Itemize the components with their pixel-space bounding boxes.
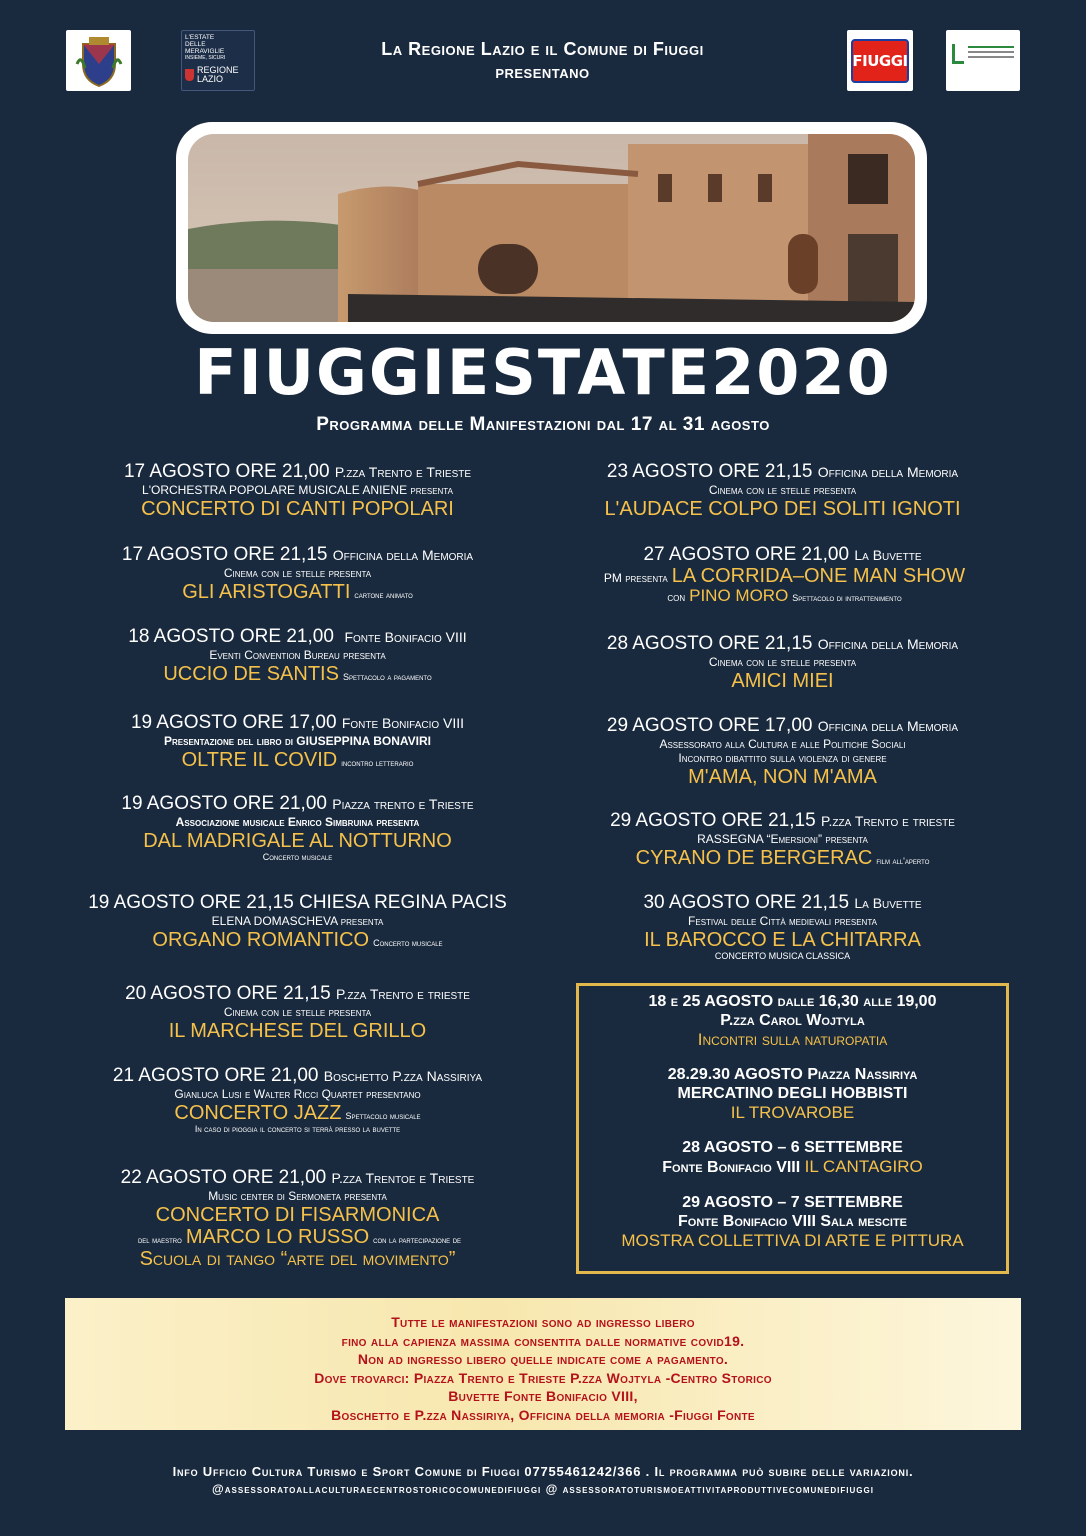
event-note: Concerto musicale: [373, 938, 443, 948]
info-line: Dove trovarci: Piazza Trento e Trieste P.zza Wojtyla -Centro Storico: [314, 1369, 772, 1386]
event-note: film all'aperto: [876, 856, 930, 866]
event-date: 19 AGOSTO ORE 21,15 CHIESA REGINA PACIS: [88, 892, 507, 913]
event-presenter: Eventi Convention Bureau presenta: [209, 648, 386, 662]
info-line: Boschetto e P.zza Nassiriya, Officina della memoria -Fiuggi Fonte: [331, 1406, 755, 1423]
page-title: FIUGGIESTATE2020: [194, 336, 892, 409]
event-place: Fonte Bonifacio VIII: [341, 715, 465, 731]
event-school: Scuola di tango “arte del movimento”: [139, 1248, 456, 1270]
event-note: Spettacolo a pagamento: [342, 672, 432, 682]
event-presenter: ELENA DOMASCHEVA presenta: [211, 914, 384, 928]
event-date: 30 AGOSTO ORE 21,15: [643, 892, 850, 913]
event-presenter: Cinema con le stelle presenta: [708, 655, 857, 669]
event-presenter: Cinema con le stelle presenta: [708, 483, 857, 497]
event-title: UCCIO DE SANTIS: [163, 663, 339, 685]
event-card: [555, 462, 1010, 519]
estate-meraviglie-logo: [181, 30, 255, 91]
event-card: [40, 462, 555, 519]
event-title: CONCERTO DI FISARMONICA: [155, 1204, 440, 1226]
highlight-place: P.zza Carol Wojtyla: [720, 1012, 865, 1029]
event-presenter: Associazione musicale Enrico Simbruina presenta: [175, 815, 420, 829]
event-presenter: Incontro dibattito sulla violenza di genere: [678, 751, 887, 765]
event-place: Piazza trento e Trieste: [332, 796, 474, 812]
page-subtitle: Programma delle Manifestazioni dal 17 al 31 agosto: [316, 414, 770, 435]
event-place: Officina della Memoria: [817, 464, 959, 480]
event-place: Fonte Bonifacio VIII: [344, 629, 467, 645]
highlight-place: MERCATINO DEGLI HOBBISTI: [677, 1085, 908, 1102]
event-presenter: Music center di Sermoneta presenta: [208, 1189, 387, 1203]
event-card: [40, 794, 555, 862]
event-date: 19 AGOSTO ORE 17,00: [130, 712, 337, 733]
event-note: Spettacolo musicale: [345, 1111, 421, 1121]
event-date: 17 AGOSTO ORE 21,00: [123, 461, 330, 482]
event-note: cartone animato: [354, 590, 413, 600]
highlight-date: 29 AGOSTO – 7 SETTEMBRE: [682, 1194, 903, 1211]
event-date: 18 AGOSTO ORE 21,00: [128, 626, 334, 647]
maestro-suffix: con la partecipazione de: [373, 1235, 462, 1245]
info-box: [65, 1298, 1021, 1430]
event-extra: Concerto musicale: [262, 852, 333, 862]
estate-logo-text: L'ESTATE: [185, 34, 215, 41]
event-card: [40, 1168, 555, 1269]
event-title: M'AMA, NON M'AMA: [688, 766, 877, 788]
event-performer: PINO MORO: [689, 586, 789, 605]
footer-info: Info Ufficio Cultura Turismo e Sport Comune di Fiuggi 07755461242/366 . Il programma può subire delle variazioni.: [172, 1464, 914, 1479]
event-extra: In caso di pioggia il concerto si terrà presso la buvette: [194, 1124, 401, 1134]
highlight-item: [579, 1193, 1006, 1250]
header-line: La Regione Lazio e il Comune di Fiuggi: [381, 39, 704, 59]
event-note: incontro letterario: [341, 758, 414, 768]
event-date: 17 AGOSTO ORE 21,15: [121, 544, 328, 565]
highlight-title: IL TROVAROBE: [730, 1103, 855, 1122]
event-date: 22 AGOSTO ORE 21,00: [120, 1167, 327, 1188]
highlight-place: Fonte Bonifacio VIII Sala mescite: [677, 1213, 907, 1230]
event-presenter: RASSEGNA “Emersioni” presenta: [697, 832, 868, 846]
event-place: La Buvette: [854, 547, 922, 563]
event-title: IL MARCHESE DEL GRILLO: [168, 1020, 427, 1042]
event-presenter: Assessorato alla Cultura e alle Politiche Sociali: [659, 737, 906, 751]
event-place: Officina della Memoria: [332, 547, 474, 563]
fiuggi-brand-logo: [847, 30, 913, 91]
event-card: [40, 1066, 555, 1134]
event-date: 19 AGOSTO ORE 21,00: [121, 793, 327, 814]
fiuggi-logo-text: FIUGGI: [852, 51, 908, 70]
university-logo: [946, 30, 1020, 91]
event-title: CONCERTO DI CANTI POPOLARI: [141, 498, 454, 520]
event-place: Boschetto P.zza Nassiriya: [323, 1068, 483, 1084]
event-place: Officina della Memoria: [817, 636, 959, 652]
event-date: 20 AGOSTO ORE 21,15: [125, 983, 331, 1004]
event-card: [40, 893, 555, 950]
event-extra: CONCERTO MUSICA CLASSICA: [714, 951, 851, 961]
event-place: Officina della Memoria: [817, 718, 959, 734]
event-card: [40, 984, 555, 1041]
event-presenter: PM presenta: [603, 571, 668, 585]
event-card: [555, 716, 1010, 787]
event-title: IL BAROCCO E LA CHITARRA: [644, 929, 921, 951]
event-presenter: L'ORCHESTRA POPOLARE MUSICALE ANIENE presenta: [142, 483, 453, 497]
comune-crest-logo: [66, 30, 131, 91]
event-title: LA CORRIDA–ONE MAN SHOW: [671, 565, 966, 587]
event-place: P.zza Trentoe e Trieste: [331, 1170, 475, 1186]
header-presenters: [270, 38, 815, 84]
event-presenter: Festival delle Città medievali presenta: [688, 914, 877, 928]
header-line: presentano: [495, 62, 590, 82]
highlight-title: IL CANTAGIRO: [804, 1157, 923, 1176]
info-line: Tutte le manifestazioni sono ad ingresso libero: [391, 1314, 695, 1330]
event-title: ORGANO ROMANTICO: [152, 929, 370, 951]
highlight-title: Incontri sulla naturopatia: [697, 1030, 888, 1049]
event-card: [40, 627, 555, 684]
event-card: [555, 634, 1010, 691]
event-title: GLI ARISTOGATTI: [182, 581, 351, 603]
highlight-date: 28 AGOSTO – 6 SETTEMBRE: [682, 1139, 903, 1156]
event-place: P.zza Trento e trieste: [335, 986, 470, 1002]
event-card: [40, 545, 555, 602]
university-mark-icon: [952, 44, 964, 64]
maestro-prefix: del maestro: [137, 1235, 182, 1245]
event-title: OLTRE IL COVID: [181, 749, 338, 771]
region-logo-text: LAZIO: [197, 74, 224, 84]
event-title: CYRANO DE BERGERAC: [635, 847, 873, 869]
estate-logo-text: DELLE: [185, 41, 206, 48]
highlight-item: [579, 992, 1006, 1049]
event-title: AMICI MIEI: [731, 670, 834, 692]
event-card: [555, 893, 1010, 961]
region-logo-text: REGIONE: [197, 65, 239, 75]
estate-logo-text: INSIEME, SICURI: [185, 55, 226, 61]
region-shield-icon: [185, 69, 194, 81]
highlight-events-box: [576, 983, 1009, 1274]
event-presenter: Cinema con le stelle presenta: [223, 566, 372, 580]
highlight-place: Fonte Bonifacio VIII: [662, 1159, 801, 1176]
event-place: P.zza Trento e trieste: [820, 813, 955, 829]
event-with-prefix: con: [667, 590, 686, 604]
town-photo-frame: [176, 122, 927, 334]
event-date: 21 AGOSTO ORE 21,00: [112, 1065, 319, 1086]
footer-social: @assessoratoallaculturaecentrostoricocomunedifiuggi @ assessoratoturismoeattivitaproduttivecomunedifiuggi: [212, 1482, 874, 1496]
event-date: 29 AGOSTO ORE 17,00: [606, 715, 813, 736]
highlight-item: [579, 1138, 1006, 1177]
info-line: Buvette Fonte Bonifacio VIII,: [448, 1388, 638, 1404]
event-date: 28 AGOSTO ORE 21,15: [606, 633, 813, 654]
event-date: 29 AGOSTO ORE 21,15: [610, 810, 816, 831]
highlight-date: 18 e 25 AGOSTO dalle 16,30 alle 19,00: [648, 993, 937, 1010]
event-title: L'AUDACE COLPO DEI SOLITI IGNOTI: [604, 498, 961, 520]
event-date: 23 AGOSTO ORE 21,15: [606, 461, 813, 482]
event-title: CONCERTO JAZZ: [174, 1102, 342, 1124]
event-date: 27 AGOSTO ORE 21,00: [643, 544, 850, 565]
event-card: [555, 545, 1010, 604]
highlight-item: [579, 1065, 1006, 1122]
event-presenter: Presentazione del libro di GIUSEPPINA BONAVIRI: [164, 734, 431, 748]
event-card: [40, 713, 555, 770]
highlight-title: MOSTRA COLLETTIVA DI ARTE E PITTURA: [621, 1231, 964, 1250]
maestro-name: MARCO LO RUSSO: [185, 1226, 370, 1248]
event-card: [555, 811, 1010, 868]
event-place: La Buvette: [854, 895, 922, 911]
info-line: fino alla capienza massima consentita dalle normative covid19.: [341, 1332, 745, 1349]
event-presenter: Gianluca Lusi e Walter Ricci Quartet presentano: [174, 1087, 421, 1101]
event-note: Spettacolo di intrattenimento: [792, 593, 902, 603]
event-place: P.zza Trento e Trieste: [334, 464, 472, 480]
event-presenter: Cinema con le stelle presenta: [223, 1005, 372, 1019]
estate-logo-text: MERAVIGLIE: [185, 48, 225, 55]
info-line: Non ad ingresso libero quelle indicate come a pagamento.: [357, 1351, 729, 1367]
highlight-date: 28.29.30 AGOSTO Piazza Nassiriya: [667, 1066, 918, 1083]
town-photo: [188, 134, 915, 322]
event-title: DAL MADRIGALE AL NOTTURNO: [143, 830, 452, 852]
